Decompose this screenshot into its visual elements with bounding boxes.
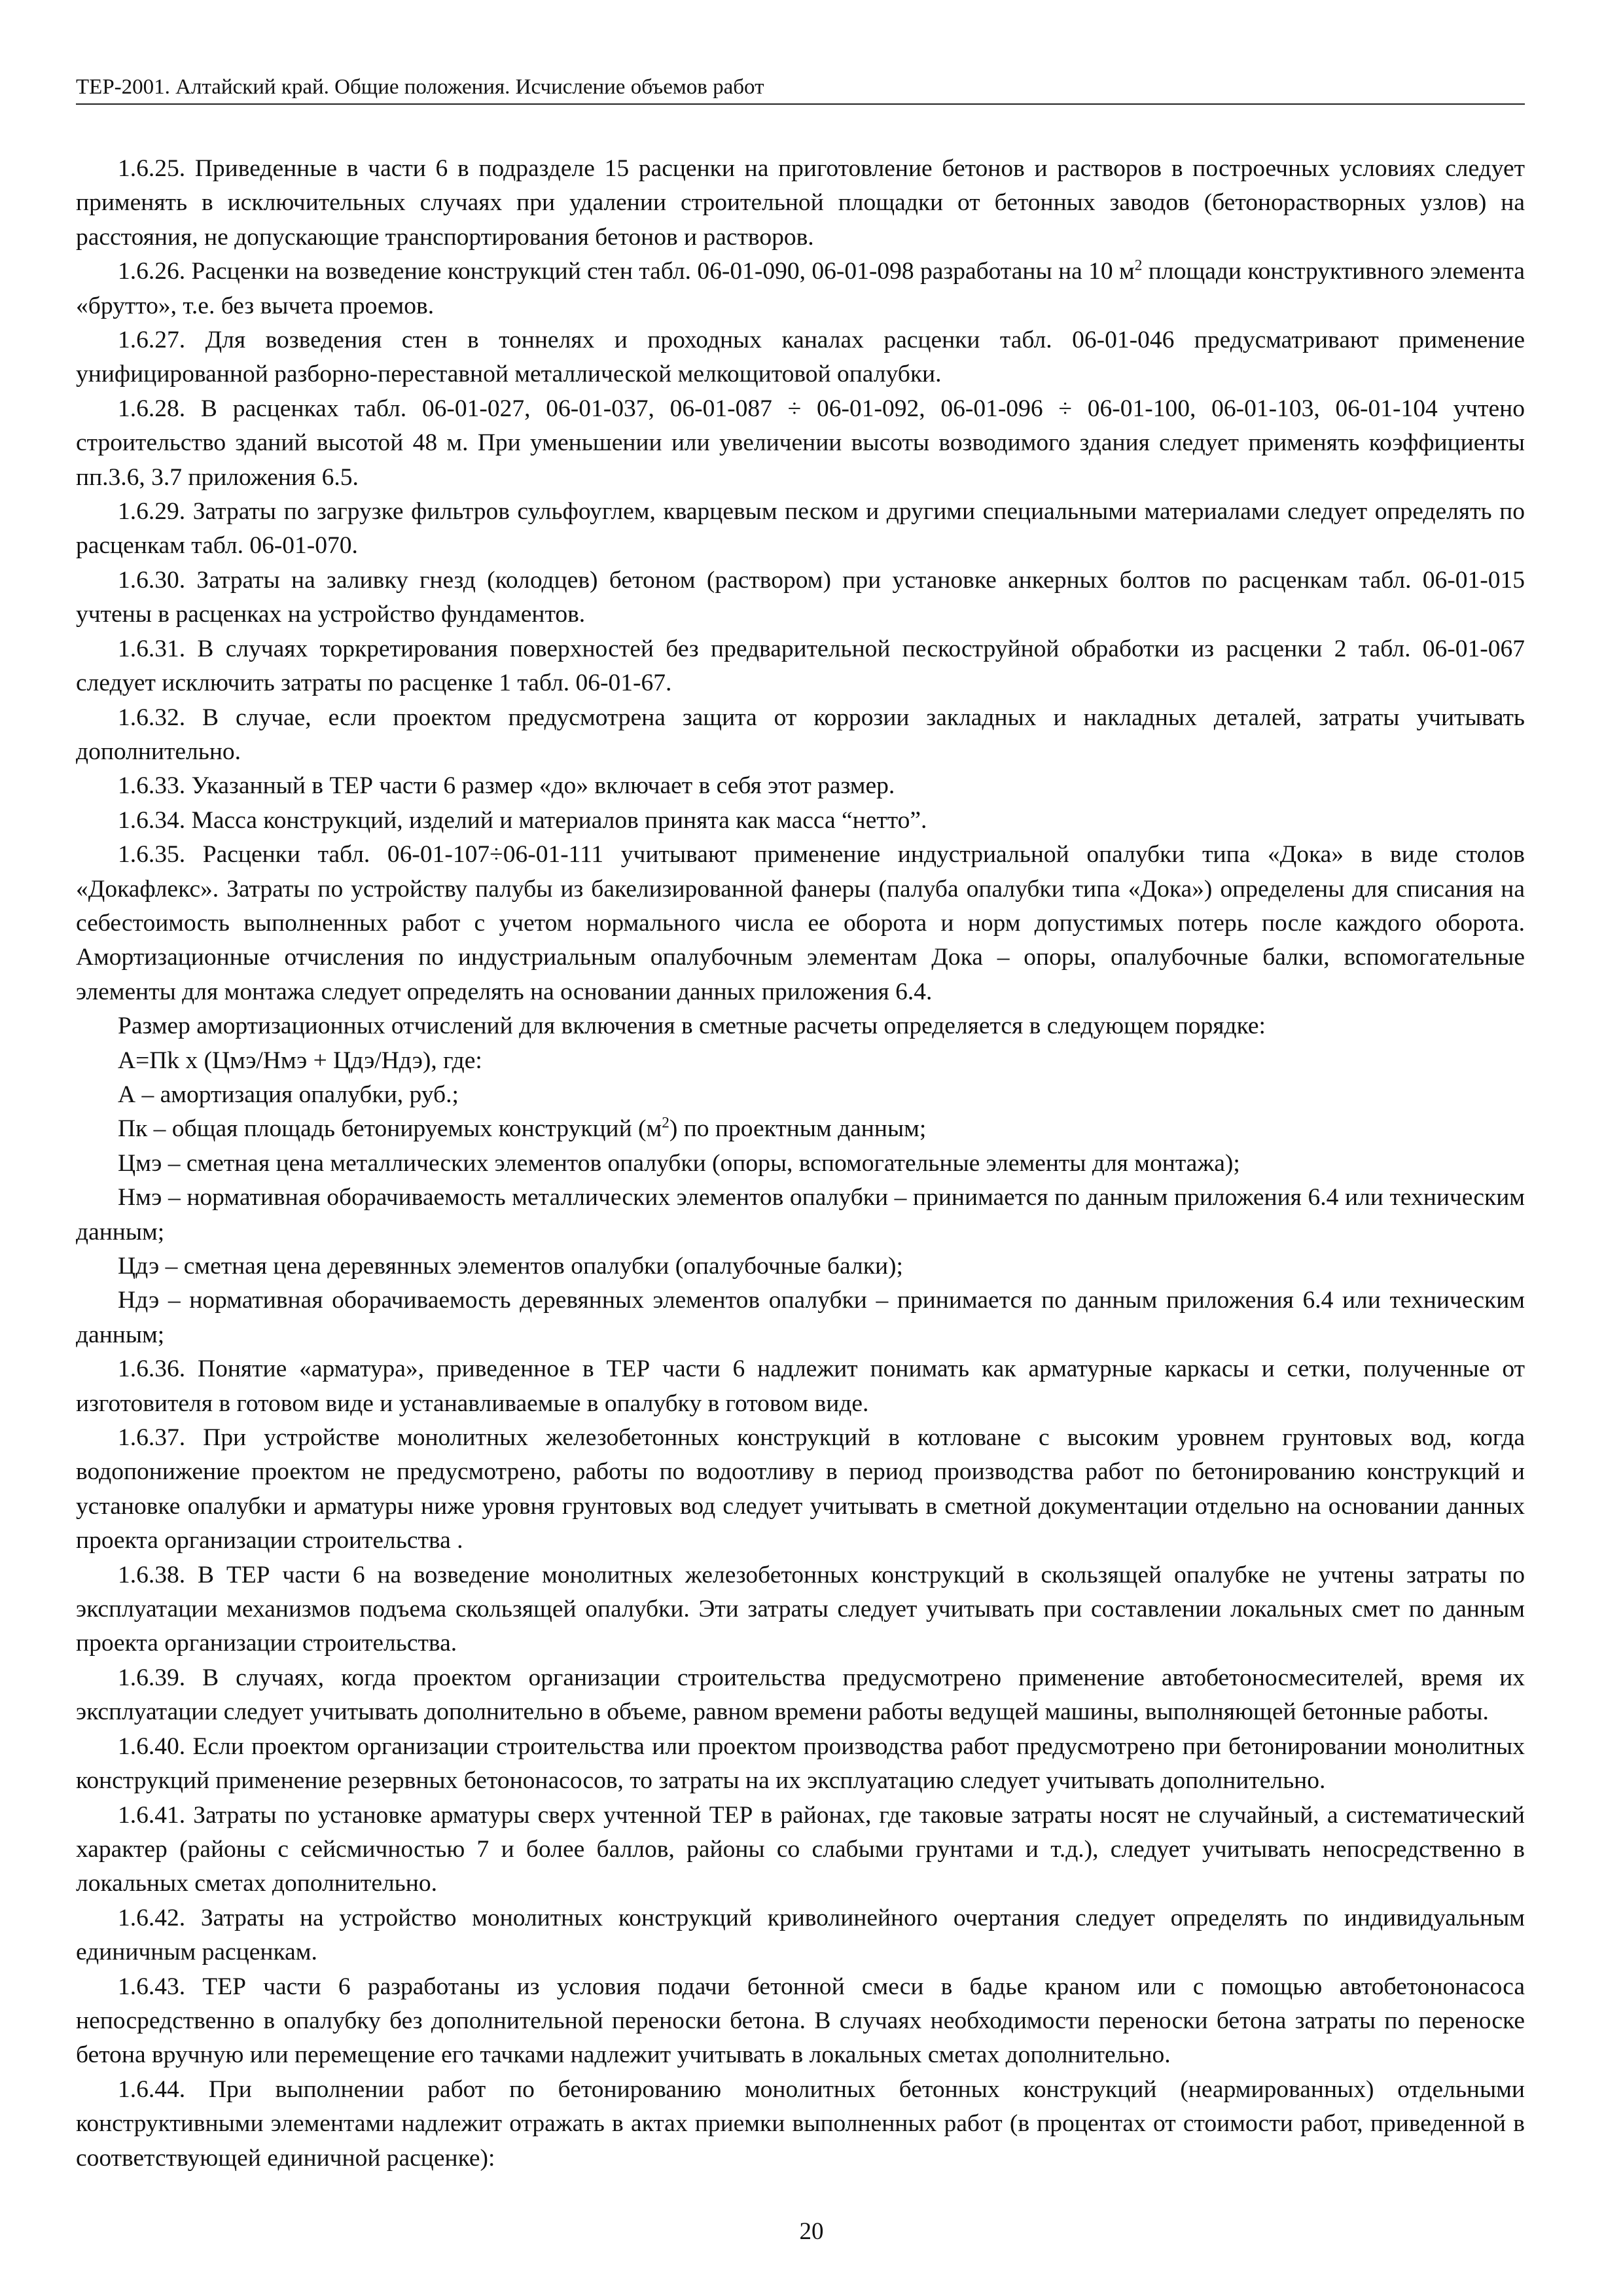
paragraph: А – амортизация опалубки, руб.; — [118, 1081, 459, 1108]
paragraph: 1.6.27. Для возведения стен в тоннелях и проходных каналах расценки табл. 06-01-046 предусматривают применение унифицированной разборно-переставной металлической мелкощитовой опалубки. — [76, 327, 1525, 388]
document-body — [76, 152, 1525, 2176]
paragraph: 1.6.28. В расценках табл. 06-01-027, 06-01-037, 06-01-087 ÷ 06-01-092, 06-01-096 ÷ 06-01-100, 06-01-103, 06-01-104 учтено строительство зданий высотой 48 м. При уменьшении или увеличении высоты возводимого здания следует применять коэффициенты пп.3.6, 3.7 приложения 6.5. — [76, 395, 1525, 491]
paragraph: Ндэ – нормативная оборачиваемость деревянных элементов опалубки – принимается по данным приложения 6.4 или техническим данным; — [76, 1287, 1525, 1348]
paragraph: Цмэ – сметная цена металлических элементов опалубки (опоры, вспомогательные элементы для монтажа); — [118, 1149, 1240, 1177]
paragraph: Нмэ – нормативная оборачиваемость металлических элементов опалубки – принимается по данным приложения 6.4 или техническим данным; — [76, 1184, 1525, 1246]
paragraph: А=Пk x (Цмэ/Нмэ + Цдэ/Ндэ), где: — [118, 1047, 482, 1074]
paragraph: 1.6.35. Расценки табл. 06-01-107÷06-01-111 учитывают применение индустриальной опалубки типа «Дока» в виде столов «Докафлекс». Затраты по устройству палубы из бакелизированной фанеры (палуба опалубки типа «Дока») определены для списания на себестоимость выполненных работ с учетом нормального числа ее оборота и норм допустимых потерь после каждого оборота. Амортизационные отчисления по индустриальным опалубочным элементам Дока – опоры, опалубочные балки, вспомогательные элементы для монтажа следует определять на основании данных приложения 6.4. — [76, 841, 1525, 1005]
paragraph: 1.6.31. В случаях торкретирования поверхностей без предварительной пескоструйной обработки из расценки 2 табл. 06-01-067 следует исключить затраты по расценке 1 табл. 06-01-67. — [76, 635, 1525, 697]
paragraph: 1.6.34. Масса конструкций, изделий и материалов принята как масса “нетто”. — [118, 806, 927, 834]
paragraph: 1.6.38. В ТЕР части 6 на возведение монолитных железобетонных конструкций в скользящей опалубке не учтены затраты по эксплуатации механизмов подъема скользящей опалубки. Эти затраты следует учитывать при составлении локальных смет по данным проекта организации строительства. — [76, 1561, 1525, 1657]
paragraph: 1.6.43. ТЕР части 6 разработаны из условия подачи бетонной смеси в бадье краном или с помощью автобетононасоса непосредственно в опалубку без дополнительной переноски бетона. В случаях необходимости переноски бетона затраты по переноске бетона вручную или перемещение его тачками надлежит учитывать в локальных сметах дополнительно. — [76, 1973, 1525, 2069]
paragraph: 1.6.26. Расценки на возведение конструкций стен табл. 06-01-090, 06-01-098 разработаны на 10 $м^2$ площади конструктивного элемента «брутто», т.е. без вычета проемов. — [76, 257, 1525, 319]
paragraph: 1.6.37. При устройстве монолитных железобетонных конструкций в котловане с высоким уровнем грунтовых вод, когда водопонижение проектом не предусмотрено, работы по водоотливу в период производства работ по бетонированию конструкций и установке опалубки и арматуры ниже уровня грунтовых вод следует учитывать в сметной документации отдельно на основании данных проекта организации строительства . — [76, 1424, 1525, 1554]
paragraph: Пк – общая площадь бетонируемых конструкций $(м^2)$ по проектным данным; — [118, 1114, 927, 1143]
paragraph: 1.6.44. При выполнении работ по бетонированию монолитных бетонных конструкций (неармированных) отдельными конструктивными элементами надлежит отражать в актах приемки выполненных работ (в процентах от стоимости работ, приведенной в соответствующей единичной расценке): — [76, 2075, 1525, 2172]
paragraph: 1.6.40. Если проектом организации строительства или проектом производства работ предусмотрено при бетонировании монолитных конструкций применение резервных бетононасосов, то затраты на их эксплуатацию следует учитывать дополнительно. — [76, 1732, 1525, 1795]
paragraph: 1.6.25. Приведенные в части 6 в подразделе 15 расценки на приготовление бетонов и растворов в построечных условиях следует применять в исключительных случаях при удалении строительной площадки от бетонных заводов (бетонорастворных узлов) на расстояния, не допускающие транспортирования бетонов и растворов. — [76, 155, 1525, 251]
paragraph: 1.6.39. В случаях, когда проектом организации строительства предусмотрено применение автобетоносмесителей, время их эксплуатации следует учитывать дополнительно в объеме, равном времени работы ведущей машины, выполняющей бетонные работы. — [76, 1664, 1525, 1726]
paragraph: 1.6.30. Затраты на заливку гнезд (колодцев) бетоном (раствором) при установке анкерных болтов по расценкам табл. 06-01-015 учтены в расценках на устройство фундаментов. — [76, 566, 1525, 628]
paragraph: Цдэ – сметная цена деревянных элементов опалубки (опалубочные балки); — [118, 1253, 903, 1280]
paragraph: 1.6.41. Затраты по установке арматуры сверх учтенной ТЕР в районах, где таковые затраты носят не случайный, а систематический характер (районы с сейсмичностью 7 и более баллов, районы со слабыми грунтами и т.д.), следует учитывать непосредственно в локальных сметах дополнительно. — [76, 1801, 1525, 1897]
superscript: 2 — [1134, 257, 1143, 274]
paragraph: 1.6.36. Понятие «арматура», приведенное в ТЕР части 6 надлежит понимать как арматурные каркасы и сетки, полученные от изготовителя в готовом виде и устанавливаемые в опалубку в готовом виде. — [76, 1355, 1525, 1417]
paragraph: 1.6.29. Затраты по загрузке фильтров сульфоуглем, кварцевым песком и другими специальными материалами следует определять по расценкам табл. 06-01-070. — [76, 498, 1525, 560]
paragraph: 1.6.32. В случае, если проектом предусмотрена защита от коррозии закладных и накладных деталей, затраты учитывать дополнительно. — [76, 704, 1525, 765]
superscript: 2 — [662, 1114, 669, 1132]
paragraph: Размер амортизационных отчислений для включения в сметные расчеты определяется в следующем порядке: — [118, 1013, 1266, 1040]
page-number: 20 — [799, 2218, 824, 2245]
paragraph: 1.6.33. Указанный в ТЕР части 6 размер «до» включает в себя этот размер. — [118, 772, 895, 800]
paragraph: 1.6.42. Затраты на устройство монолитных конструкций криволинейного очертания следует определять по индивидуальным единичным расценкам. — [76, 1904, 1525, 1966]
running-header: ТЕР-2001. Алтайский край. Общие положения. Исчисление объемов работ — [76, 73, 1525, 105]
